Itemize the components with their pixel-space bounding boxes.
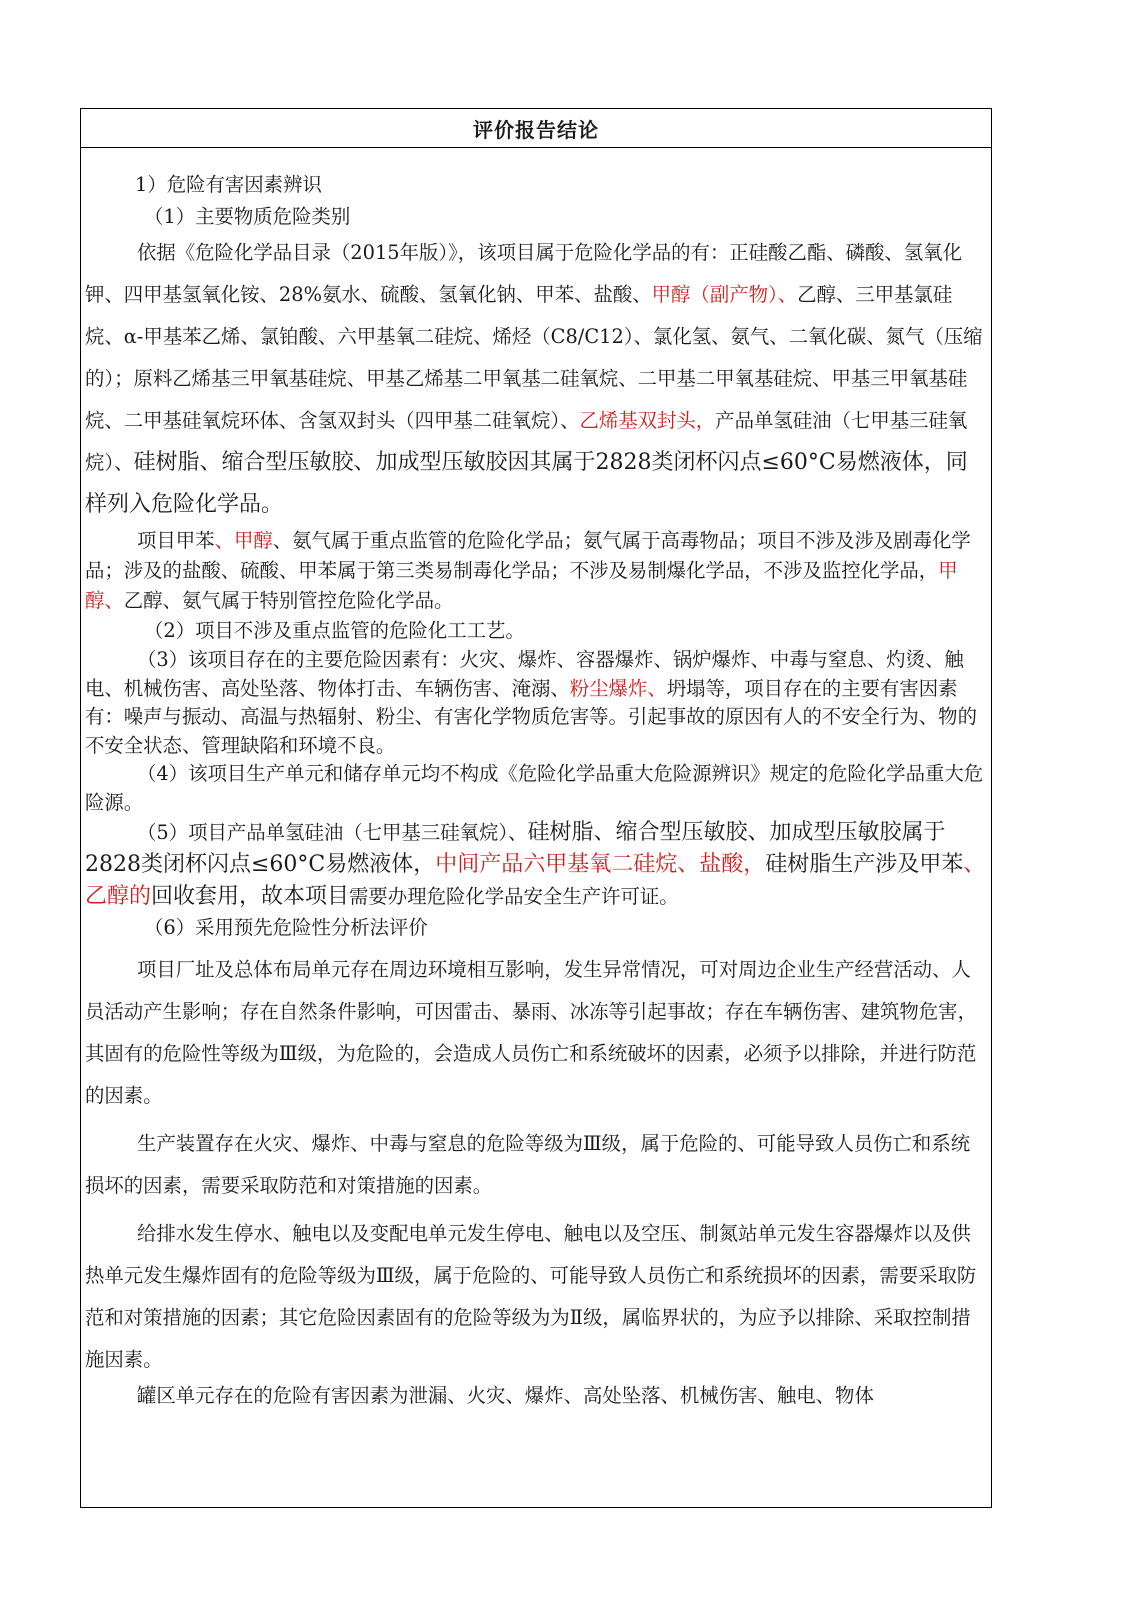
text-run: 回收套用，故本项目 [151, 884, 350, 909]
highlighted-text: 、甲醇 [214, 529, 273, 552]
item-2: （2）项目不涉及重点监管的危险化工工艺。 [144, 619, 525, 642]
conclusion-body [81, 168, 991, 1411]
text-run: 乙醇、三甲基氯硅烷、α-甲基苯乙烯、氯铂酸、六甲基氧二硅烷、烯烃（C8/C12）、氯化氢、氨气、二氧化碳、氮气（压缩的）；原料乙烯基三甲氧基硅烷、甲基乙烯基二甲氧基二硅氧烷、二甲基二甲氧基硅烷、甲基三甲氧基硅烷、二甲基硅氧烷环体、含氢双封头（四甲基二硅氧烷）、 [85, 283, 983, 432]
text-run: 、氨气属于重点监管的危险化学品；氨气属于高毒物品；项目不涉及涉及剧毒化学品；涉及的盐酸、硫酸、甲苯属于第三类易制毒化学品；不涉及易制爆化学品，不涉及监控化学品， [85, 529, 971, 582]
paragraph-supervised-chemicals [85, 526, 987, 616]
text-run: 乙醇、氨气属于特别管控危险化学品。 [123, 589, 454, 612]
text-run: 硅树脂、缩合型压敏胶、加成型压敏胶属于2828类闭杯闪点≤60°C易燃液体， [85, 820, 946, 877]
text-run: （5）项目产品单氢硅油（七甲基三硅氧烷）、 [137, 821, 528, 844]
text-run: 项目甲苯 [137, 529, 215, 552]
text-run: 依据《危险化学品目录（2015年版）》，该项目属于危险化学品的有：正硅酸乙酯、磷酸、氢氧化钾、四甲基氢氧化铵、28%氨水、硫酸、氢氧化钠、甲苯、盐酸、 [85, 241, 962, 306]
highlighted-text: 中间产品六甲基氧二硅烷、盐酸， [435, 852, 766, 877]
item-5 [85, 817, 987, 913]
highlighted-text: 甲醇、 [85, 559, 958, 612]
text-run: 硅树脂生产涉及甲苯 [765, 852, 964, 877]
paragraph-hazardous-chemicals [85, 232, 987, 526]
item-3 [85, 646, 987, 760]
text-run: 需要办理危险化学品安全生产许可证。 [349, 885, 679, 908]
item-6: （6）采用预先危险性分析法评价 [144, 916, 428, 939]
section-heading: 1）危险有害因素辨识 [135, 173, 322, 196]
report-table [80, 108, 992, 1508]
text-run: 坍塌等，项目存在的主要有害因素有：噪声与振动、高温与热辐射、粉尘、有害化学物质危害等。引起事故的原因有人的不安全行为、物的不安全状态、管理缺陷和环境不良。 [85, 676, 977, 757]
item-4: （4）该项目生产单元和储存单元均不构成《危险化学品重大危险源辨识》规定的危险化学品重大危险源。 [85, 762, 984, 814]
highlighted-text: 甲醇（副产物）、 [651, 283, 798, 306]
paragraph-production-unit: 生产装置存在火灾、爆炸、中毒与窒息的危险等级为Ⅲ级，属于危险的、可能导致人员伤亡和系统损坏的因素，需要采取防范和对策措施的因素。 [85, 1132, 971, 1197]
paragraph-site-layout: 项目厂址及总体布局单元存在周边环境相互影响，发生异常情况，可对周边企业生产经营活动、人员活动产生影响；存在自然条件影响，可因雷击、暴雨、冰冻等引起事故；存在车辆伤害、建筑物危害，其固有的危险性等级为Ⅲ级，为危险的，会造成人员伤亡和系统破坏的因素，必须予以排除，并进行防范的因素。 [85, 958, 977, 1107]
highlighted-text: 乙烯基双封头， [579, 409, 716, 432]
highlighted-text: 粉尘爆炸、 [569, 676, 667, 700]
text-run: 硅树脂、缩合型压敏胶、加成型压敏胶因其属于2828类闭杯闪点≤60°C易燃液体，同样列入危险化学品。 [85, 450, 968, 517]
text-run: （3）该项目存在的主要危险因素有：火灾、爆炸、容器爆炸、锅炉爆炸、中毒与窒息、灼烫、触电、机械伤害、高处坠落、物体打击、车辆伤害、淹溺、 [85, 648, 964, 700]
paragraph-utilities: 给排水发生停水、触电以及变配电单元发生停电、触电以及空压、制氮站单元发生容器爆炸以及供热单元发生爆炸固有的危险等级为Ⅲ级，属于危险的、可能导致人员伤亡和系统损坏的因素，需要采取防范和对策措施的因素；其它危险因素固有的危险等级为为Ⅱ级，属临界状的，为应予以排除、采取控制措施因素。 [85, 1222, 977, 1371]
text-run: 产品单氢硅油（七甲基三硅氧烷）、 [85, 409, 968, 474]
paragraph-tank-area: 罐区单元存在的危险有害因素为泄漏、火灾、爆炸、高处坠落、机械伤害、触电、物体 [137, 1384, 874, 1407]
report-title: 评价报告结论 [473, 117, 599, 142]
table-header [81, 109, 991, 148]
highlighted-text: 、乙醇的 [85, 852, 986, 909]
subsection-heading: （1）主要物质危险类别 [144, 205, 351, 228]
